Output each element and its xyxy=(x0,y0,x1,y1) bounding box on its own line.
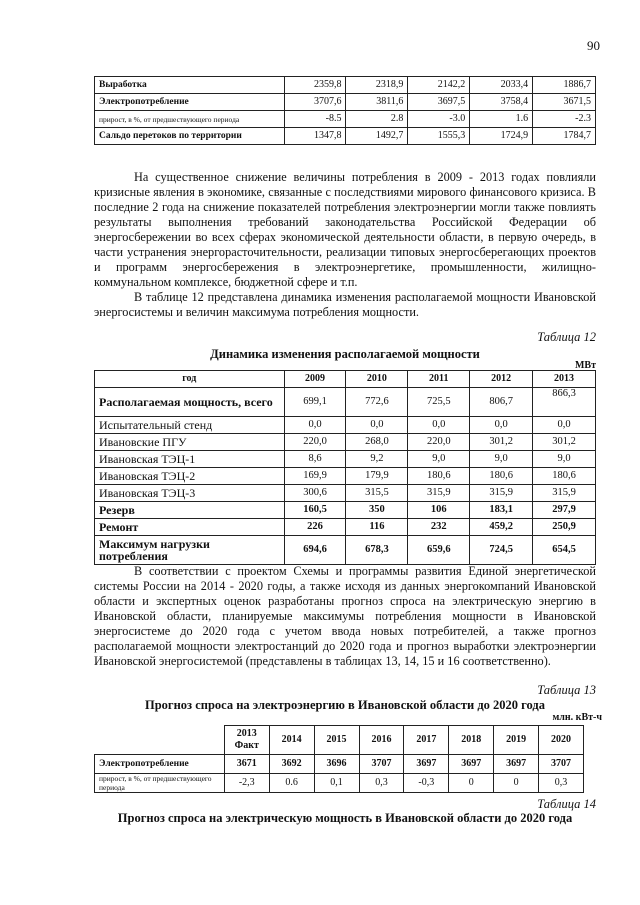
table-cell: -3.0 xyxy=(408,111,470,128)
table-cell: 350 xyxy=(346,502,408,519)
table-cell: 0,0 xyxy=(346,417,408,434)
paragraph-text: На существенное снижение величины потребления в 2009 - 2013 годах повлияли кризисные явления в экономике, связанные с последствиями мирового финансового кризиса. В последние 2 года на снижение показателей потребления электроэнергии могли также повлиять результаты выполнения требований законодательства Российской Федерации об энергосбережении во всех сферах экономической деятельности области, в первую очередь, в части устранения энергорасточительности, реализации типовых энергосберегающих проектов и программ энергосбережения в электроэнергетике, промышленности, жилищно-коммунальном комплексе, бюджетной сфере и т.п. xyxy=(94,170,596,289)
table-cell: 866,3 xyxy=(533,388,596,417)
table-cell: 9,2 xyxy=(346,451,408,468)
table-cell: 1492,7 xyxy=(346,128,408,145)
table-row xyxy=(95,502,596,519)
table-cell: 0,3 xyxy=(359,774,404,793)
table-cell: -8.5 xyxy=(284,111,346,128)
column-header: 2013 Факт xyxy=(224,726,269,755)
row-label: Ивановская ТЭЦ-3 xyxy=(95,485,285,502)
table-row xyxy=(95,388,596,417)
table-cell: 694,6 xyxy=(284,536,346,565)
table-cell: 1724,9 xyxy=(470,128,533,145)
table-cell: 179,9 xyxy=(346,468,408,485)
row-label: Выработка xyxy=(95,77,285,94)
row-label: Ивановская ТЭЦ-1 xyxy=(95,451,285,468)
capacity-table xyxy=(94,370,596,565)
row-label: Располагаемая мощность, всего xyxy=(95,388,285,417)
table-row xyxy=(95,468,596,485)
table-cell: 9,0 xyxy=(408,451,470,468)
table-row xyxy=(95,434,596,451)
table-cell: 0,0 xyxy=(284,417,346,434)
empty-corner-cell xyxy=(95,726,225,755)
table-cell: 1784,7 xyxy=(533,128,596,145)
row-label: Ивановская ТЭЦ-2 xyxy=(95,468,285,485)
table-row xyxy=(95,755,584,774)
table-cell: 699,1 xyxy=(284,388,346,417)
column-header: 2009 xyxy=(284,371,346,388)
table-cell: 315,9 xyxy=(533,485,596,502)
table-cell: 0,3 xyxy=(539,774,584,793)
table-cell: 0,0 xyxy=(470,417,533,434)
table-caption: Таблица 12 xyxy=(537,330,596,344)
table-cell: 724,5 xyxy=(470,536,533,565)
table-cell: 315,5 xyxy=(346,485,408,502)
table-cell: 300,6 xyxy=(284,485,346,502)
row-label: Электропотребление xyxy=(95,755,225,774)
paragraph-text: В таблице 12 представлена динамика изменения располагаемой мощности Ивановской энергосистемы и величин максимума потребления мощности. xyxy=(94,290,596,319)
row-label: Максимум нагрузки потребления xyxy=(95,536,285,565)
table-cell: 654,5 xyxy=(533,536,596,565)
table-cell: 1.6 xyxy=(470,111,533,128)
column-header: 2014 xyxy=(269,726,314,755)
table-cell: 169,9 xyxy=(284,468,346,485)
table-cell: 3692 xyxy=(269,755,314,774)
table-cell: 301,2 xyxy=(533,434,596,451)
energy-balance-table xyxy=(94,76,596,145)
table-cell: 180,6 xyxy=(533,468,596,485)
row-label: Резерв xyxy=(95,502,285,519)
table-cell: 772,6 xyxy=(346,388,408,417)
table-row xyxy=(95,128,596,145)
row-label: Электропотребление xyxy=(95,94,285,111)
row-label: Сальдо перетоков по территории xyxy=(95,128,285,145)
table-cell: 659,6 xyxy=(408,536,470,565)
paragraph-text: В соответствии с проектом Схемы и программы развития Единой энергетической системы России на 2014 - 2020 годы, а также исходя из данных энергокомпаний Ивановской области и экспертных оценок разработаны прогноз спроса на электрическую энергию в Ивановской области, планируемые максимумы потребления мощности в Ивановской энергосистеме до 2020 года с учетом ввода новых потребителей, а также прогноз располагаемой мощности электростанций до 2020 года и прогноз выработки электроэнергии Ивановской энергосистемой (представлены в таблицах 13, 14, 15 и 16 соответственно). xyxy=(94,564,596,668)
column-header: 2012 xyxy=(470,371,533,388)
table-cell: 2318,9 xyxy=(346,77,408,94)
table-cell: 2.8 xyxy=(346,111,408,128)
table-cell: 116 xyxy=(346,519,408,536)
table-unit: МВт xyxy=(574,360,596,371)
table-cell: 226 xyxy=(284,519,346,536)
table-cell: 315,9 xyxy=(470,485,533,502)
column-header: 2010 xyxy=(346,371,408,388)
table-cell: 3811,6 xyxy=(346,94,408,111)
table-cell: 2033,4 xyxy=(470,77,533,94)
table-cell: 232 xyxy=(408,519,470,536)
paragraph-block-1 xyxy=(94,170,596,320)
table-cell: 2142,2 xyxy=(408,77,470,94)
table-cell: 806,7 xyxy=(470,388,533,417)
table-row xyxy=(95,536,596,565)
table-cell: 3707 xyxy=(359,755,404,774)
table-cell: 3758,4 xyxy=(470,94,533,111)
table-cell: 3707,6 xyxy=(284,94,346,111)
table-cell: 301,2 xyxy=(470,434,533,451)
row-label: Испытательный стенд xyxy=(95,417,285,434)
table-cell: 8,6 xyxy=(284,451,346,468)
table-cell: 220,0 xyxy=(284,434,346,451)
column-header: 2020 xyxy=(539,726,584,755)
table-cell: 268,0 xyxy=(346,434,408,451)
table-cell: 0.6 xyxy=(269,774,314,793)
consumption-forecast-table xyxy=(94,725,584,793)
table-cell: 0 xyxy=(494,774,539,793)
table-cell: 3707 xyxy=(539,755,584,774)
table-cell: 3697 xyxy=(494,755,539,774)
table-cell: 180,6 xyxy=(470,468,533,485)
table-title: Прогноз спроса на электрическую мощность в Ивановской области до 2020 года xyxy=(117,811,573,825)
table-cell: -2.3 xyxy=(533,111,596,128)
column-header: год xyxy=(95,371,285,388)
table-row xyxy=(95,774,584,793)
table-row xyxy=(95,451,596,468)
column-header: 2016 xyxy=(359,726,404,755)
table-cell: 1886,7 xyxy=(533,77,596,94)
table-caption: Таблица 13 xyxy=(537,683,596,697)
table-unit: млн. кВт-ч xyxy=(552,712,602,723)
table-cell: 315,9 xyxy=(408,485,470,502)
table-cell: 2359,8 xyxy=(284,77,346,94)
table-cell: 678,3 xyxy=(346,536,408,565)
row-label: Ивановские ПГУ xyxy=(95,434,285,451)
table-title: Прогноз спроса на электроэнергию в Ивановской области до 2020 года xyxy=(145,698,545,712)
table-cell: 1555,3 xyxy=(408,128,470,145)
table-row xyxy=(95,519,596,536)
table-cell: 3697 xyxy=(404,755,449,774)
table-cell: 9,0 xyxy=(470,451,533,468)
column-header: 2011 xyxy=(408,371,470,388)
table-cell: 0,1 xyxy=(314,774,359,793)
row-label: прирост, в %, от предшествующего периода xyxy=(95,111,285,128)
table-row xyxy=(95,417,596,434)
table-cell: 0,0 xyxy=(408,417,470,434)
table-cell: 250,9 xyxy=(533,519,596,536)
table-cell: 180,6 xyxy=(408,468,470,485)
paragraph-block-2 xyxy=(94,564,596,669)
table-row xyxy=(95,77,596,94)
column-header: 2013 xyxy=(533,371,596,388)
table-cell: 1347,8 xyxy=(284,128,346,145)
table-row xyxy=(95,94,596,111)
table-cell: 3696 xyxy=(314,755,359,774)
table-cell: 3671,5 xyxy=(533,94,596,111)
table-cell: 183,1 xyxy=(470,502,533,519)
table-cell: -0,3 xyxy=(404,774,449,793)
table-title: Динамика изменения располагаемой мощности xyxy=(210,347,480,361)
table-cell: 0 xyxy=(449,774,494,793)
table-cell: 0,0 xyxy=(533,417,596,434)
table-cell: 3697 xyxy=(449,755,494,774)
row-label: Ремонт xyxy=(95,519,285,536)
column-header: 2015 xyxy=(314,726,359,755)
table-caption: Таблица 14 xyxy=(537,797,596,811)
table-cell: 725,5 xyxy=(408,388,470,417)
table-cell: 160,5 xyxy=(284,502,346,519)
column-header: 2018 xyxy=(449,726,494,755)
table-cell: 220,0 xyxy=(408,434,470,451)
table-cell: 3671 xyxy=(224,755,269,774)
column-header: 2017 xyxy=(404,726,449,755)
table-cell: 297,9 xyxy=(533,502,596,519)
table-cell: 459,2 xyxy=(470,519,533,536)
table-row xyxy=(95,485,596,502)
table-row xyxy=(95,111,596,128)
column-header: 2019 xyxy=(494,726,539,755)
page-number: 90 xyxy=(587,38,600,53)
row-label: прирост, в %, от предшествующего периода xyxy=(95,774,225,793)
table-cell: -2,3 xyxy=(224,774,269,793)
table-cell: 3697,5 xyxy=(408,94,470,111)
table-cell: 106 xyxy=(408,502,470,519)
table-cell: 9,0 xyxy=(533,451,596,468)
